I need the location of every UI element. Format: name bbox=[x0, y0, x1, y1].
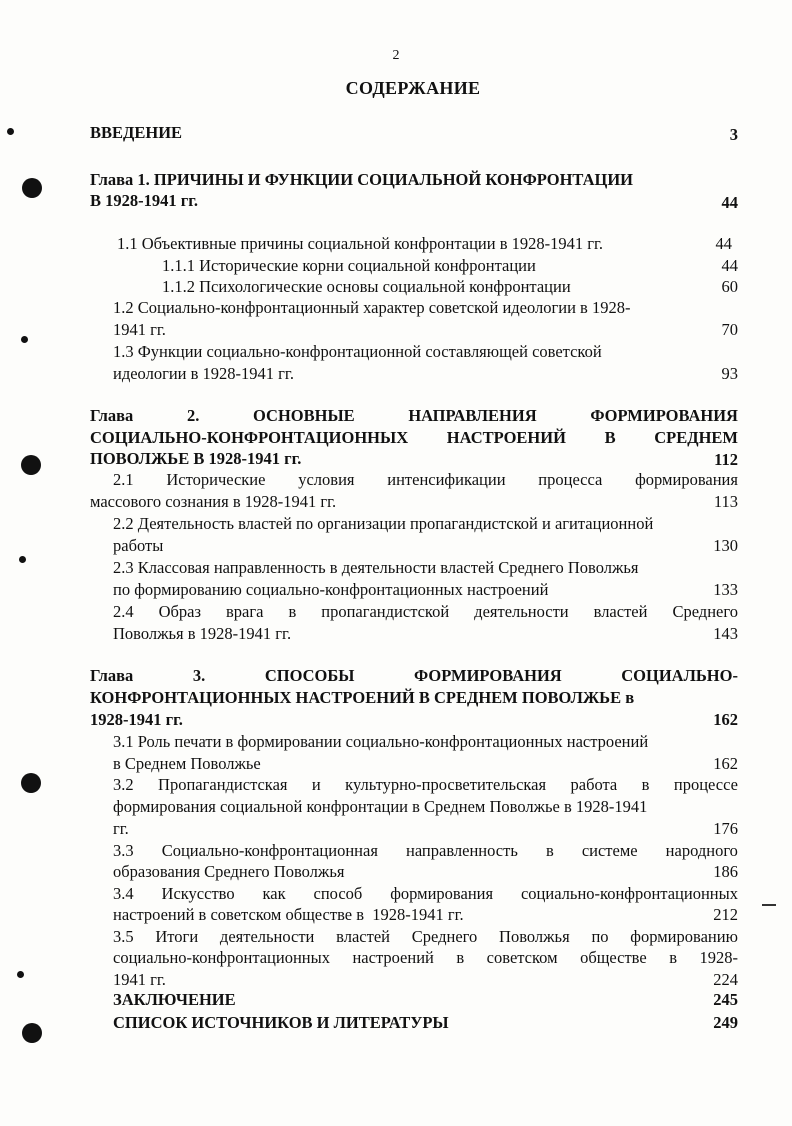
toc-item-3-4-page: 212 bbox=[713, 905, 738, 924]
word: 3. bbox=[192, 666, 206, 685]
chapter2-title-cont bbox=[90, 428, 738, 448]
toc-item-3-4-cont: настроений в советском обществе в 1928-1941 гг. bbox=[113, 905, 464, 924]
word: процессе bbox=[673, 775, 738, 794]
toc-item-1-2[interactable]: 1.2 Социально-конфронтационный характер советской идеологии в 1928- bbox=[113, 298, 631, 317]
chapter1-title-cont: В 1928-1941 гг. bbox=[90, 191, 198, 210]
word: в bbox=[669, 948, 677, 967]
toc-item-2-2-page: 130 bbox=[713, 536, 738, 555]
word: социально-конфронтационных bbox=[113, 948, 330, 967]
page-number: 2 bbox=[392, 48, 400, 63]
word: процесса bbox=[538, 470, 603, 489]
word: пропагандистской bbox=[321, 602, 450, 621]
toc-item-2-1-cont: массового сознания в 1928-1941 гг. bbox=[90, 492, 337, 511]
word: 3.4 bbox=[113, 884, 134, 903]
chapter2-page: 112 bbox=[714, 450, 738, 469]
toc-item-1-2-page: 70 bbox=[721, 320, 738, 339]
word: советском bbox=[486, 948, 558, 967]
word: НАСТРОЕНИЙ bbox=[446, 428, 566, 447]
toc-item-1-3[interactable]: 1.3 Функции социально-конфронтационной составляющей советской bbox=[113, 342, 602, 361]
toc-item-2-4-page: 143 bbox=[713, 624, 738, 643]
toc-item-1-1-2[interactable]: 1.1.2 Психологические основы социальной конфронтации bbox=[162, 277, 571, 296]
word: и bbox=[311, 775, 321, 794]
binder-hole bbox=[22, 1023, 42, 1043]
toc-item-1-1-2-page: 60 bbox=[721, 277, 738, 296]
scan-speck bbox=[19, 556, 26, 563]
word: 3.3 bbox=[113, 841, 134, 860]
toc-item-2-2[interactable]: 2.2 Деятельность властей по организации пропагандистской и агитационной bbox=[113, 514, 654, 533]
word: в bbox=[288, 602, 297, 621]
toc-item-3-4[interactable] bbox=[113, 884, 738, 904]
word: ФОРМИРОВАНИЯ bbox=[414, 666, 562, 685]
toc-item-2-3[interactable]: 2.3 Классовая направленность в деятельности властей Среднего Поволжья bbox=[113, 558, 639, 577]
toc-sources-page: 249 bbox=[713, 1013, 738, 1032]
chapter2-title-cont2: ПОВОЛЖЬЕ В 1928-1941 гг. bbox=[90, 449, 302, 468]
toc-item-3-5-cont2: 1941 гг. bbox=[113, 970, 166, 989]
toc-item-3-2[interactable] bbox=[113, 775, 738, 795]
word: народного bbox=[665, 841, 738, 860]
scan-speck bbox=[7, 128, 14, 135]
word: работа bbox=[570, 775, 618, 794]
word: 3.5 bbox=[113, 927, 134, 946]
chapter1-page: 44 bbox=[721, 193, 738, 212]
word: деятельности bbox=[474, 602, 569, 621]
word: Пропагандистская bbox=[158, 775, 288, 794]
word: врага bbox=[226, 602, 264, 621]
word: Итоги bbox=[155, 927, 199, 946]
chapter3-page: 162 bbox=[713, 710, 738, 729]
binder-hole bbox=[21, 455, 41, 475]
scan-speck bbox=[21, 336, 28, 343]
word: направленность bbox=[406, 841, 518, 860]
toc-item-3-2-cont2: гг. bbox=[113, 819, 129, 838]
binder-hole bbox=[22, 178, 42, 198]
scan-speck bbox=[17, 971, 24, 978]
toc-item-3-5-cont bbox=[113, 948, 738, 968]
word: в bbox=[545, 841, 554, 860]
word: 1928- bbox=[699, 948, 738, 967]
word: Глава bbox=[90, 406, 134, 425]
word: обществе bbox=[580, 948, 647, 967]
toc-item-1-2-cont: 1941 гг. bbox=[113, 320, 166, 339]
word: Глава bbox=[90, 666, 134, 685]
word: в bbox=[641, 775, 650, 794]
toc-item-3-3-cont: образования Среднего Поволжья bbox=[113, 862, 345, 881]
toc-item-1-1-1[interactable]: 1.1.1 Исторические корни социальной конфронтации bbox=[162, 256, 536, 275]
word: 3.2 bbox=[113, 775, 134, 794]
toc-item-3-1-page: 162 bbox=[713, 754, 738, 773]
toc-intro-label[interactable]: ВВЕДЕНИЕ bbox=[90, 123, 183, 142]
word: 2.4 bbox=[113, 602, 134, 621]
toc-item-1-3-cont: идеологии в 1928-1941 гг. bbox=[113, 364, 294, 383]
toc-item-2-1-page: 113 bbox=[713, 492, 738, 511]
word: Исторические bbox=[166, 470, 266, 489]
toc-item-3-2-cont: формирования социальной конфронтации в Среднем Поволжье в 1928-1941 bbox=[113, 797, 648, 816]
word: Искусство bbox=[161, 884, 235, 903]
chapter2-title[interactable] bbox=[90, 406, 738, 426]
word: формирования bbox=[635, 470, 738, 489]
word: СОЦИАЛЬНО- bbox=[621, 666, 738, 685]
toc-item-2-1[interactable] bbox=[113, 470, 738, 490]
word: 2. bbox=[186, 406, 200, 425]
toc-item-1-3-page: 93 bbox=[721, 364, 738, 383]
word: СПОСОБЫ bbox=[264, 666, 355, 685]
chapter3-title-cont2: 1928-1941 гг. bbox=[90, 710, 183, 729]
word: В bbox=[604, 428, 616, 447]
word: настроений bbox=[352, 948, 434, 967]
toc-item-2-4-cont: Поволжья в 1928-1941 гг. bbox=[113, 624, 292, 643]
word: Социально-конфронтационная bbox=[161, 841, 378, 860]
toc-item-2-2-cont: работы bbox=[113, 536, 164, 555]
toc-sources-label[interactable]: СПИСОК ИСТОЧНИКОВ И ЛИТЕРАТУРЫ bbox=[113, 1013, 449, 1032]
word: Среднего bbox=[672, 602, 738, 621]
toc-conclusion-label[interactable]: ЗАКЛЮЧЕНИЕ bbox=[113, 990, 236, 1009]
word: Поволжья bbox=[499, 927, 570, 946]
toc-item-2-4[interactable] bbox=[113, 602, 738, 622]
chapter1-title[interactable]: Глава 1. ПРИЧИНЫ И ФУНКЦИИ СОЦИАЛЬНОЙ КОНФРОНТАЦИИ bbox=[90, 170, 634, 189]
word: интенсификации bbox=[387, 470, 506, 489]
word: как bbox=[262, 884, 286, 903]
word: по bbox=[591, 927, 609, 946]
word: в bbox=[456, 948, 465, 967]
word: 2.1 bbox=[113, 470, 134, 489]
word: властей bbox=[593, 602, 648, 621]
toc-conclusion-page: 245 bbox=[713, 990, 738, 1009]
toc-item-3-5[interactable] bbox=[113, 927, 738, 947]
word: СОЦИАЛЬНО-КОНФРОНТАЦИОННЫХ bbox=[90, 428, 409, 447]
word: формированию bbox=[630, 927, 738, 946]
word: НАПРАВЛЕНИЯ bbox=[408, 406, 537, 425]
word: формирования bbox=[390, 884, 494, 903]
toc-item-1-1-page: 44 bbox=[715, 234, 732, 253]
toc-item-3-5-page: 224 bbox=[713, 970, 738, 989]
word: СРЕДНЕМ bbox=[654, 428, 738, 447]
word: деятельности bbox=[219, 927, 315, 946]
word: культурно-просветительская bbox=[345, 775, 547, 794]
word: Среднего bbox=[411, 927, 478, 946]
word: социально-конфронтационных bbox=[520, 884, 738, 903]
word: Образ bbox=[158, 602, 202, 621]
toc-item-2-3-cont: по формированию социально-конфронтационных настроений bbox=[113, 580, 549, 599]
word: властей bbox=[336, 927, 390, 946]
toc-item-3-3-page: 186 bbox=[713, 862, 738, 881]
word: ФОРМИРОВАНИЯ bbox=[590, 406, 738, 425]
binder-hole bbox=[21, 773, 41, 793]
chapter3-title-cont: КОНФРОНТАЦИОННЫХ НАСТРОЕНИЙ В СРЕДНЕМ ПОВОЛЖЬЕ в bbox=[90, 688, 635, 707]
toc-item-1-1[interactable]: 1.1 Объективные причины социальной конфронтации в 1928-1941 гг. bbox=[117, 234, 604, 253]
toc-item-3-1[interactable]: 3.1 Роль печати в формировании социально-конфронтационных настроений bbox=[113, 732, 649, 751]
word: системе bbox=[581, 841, 638, 860]
toc-item-1-1-1-page: 44 bbox=[721, 256, 738, 275]
toc-intro-page: 3 bbox=[729, 125, 738, 144]
page-title: СОДЕРЖАНИЕ bbox=[345, 78, 481, 98]
word: ОСНОВНЫЕ bbox=[253, 406, 355, 425]
toc-item-3-2-page: 176 bbox=[713, 819, 738, 838]
toc-item-2-3-page: 133 bbox=[713, 580, 738, 599]
toc-item-3-3[interactable] bbox=[113, 841, 738, 861]
chapter3-title[interactable] bbox=[90, 666, 738, 686]
word: способ bbox=[313, 884, 363, 903]
word: условия bbox=[298, 470, 355, 489]
scan-dash bbox=[762, 904, 776, 906]
toc-item-3-1-cont: в Среднем Поволжье bbox=[113, 754, 261, 773]
